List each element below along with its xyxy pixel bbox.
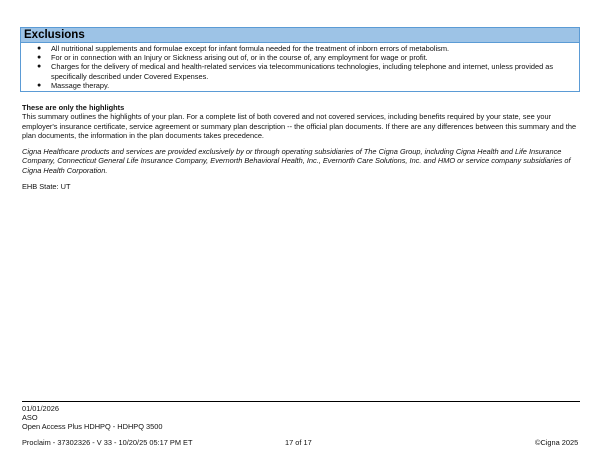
bullet-icon: ● <box>37 45 42 52</box>
bullet-icon: ● <box>37 81 42 89</box>
exclusions-heading: Exclusions <box>21 28 579 43</box>
exclusion-text: For or in connection with an Injury or Sickness arising out of, or in the course of, any employment for wage or profit. <box>51 53 428 63</box>
disclaimer-text: Cigna Healthcare products and services are provided exclusively by or through operating subsidiaries of The Cigna Group, including Cigna Health and Life Insurance Company, Connecticut General Life Insurance Company, Evernorth Behavioral Health, Inc., Evernorth Care Solutions, Inc. and HMO or service company subsidiaries of Cigna Health Corporation. <box>22 147 571 175</box>
footer-date: 01/01/2026 <box>22 404 59 413</box>
highlights-heading: These are only the highlights <box>22 103 125 112</box>
footer-proclaim-id: Proclaim - 37302326 - V 33 - 10/20/25 05:17 PM ET <box>22 438 193 447</box>
list-item <box>21 62 579 80</box>
page-number: 17 of 17 <box>285 438 312 447</box>
list-item <box>21 81 579 90</box>
footer-plan-name: Open Access Plus HDHPQ - HDHPQ 3500 <box>22 422 163 431</box>
list-item <box>21 44 579 53</box>
highlights-body: This summary outlines the highlights of your plan. For a complete list of both covered and not covered services, including benefits required by your state, see your employer's insurance certificate, service agreement or summary plan description -- the official plan documents. If there are any differences between this summary and the plan documents, the information in the plan documents takes precedence. <box>22 112 577 140</box>
bullet-icon: ● <box>37 54 42 62</box>
exclusion-text: All nutritional supplements and formulae except for infant formula needed for the treatment of inborn errors of metabolism. <box>51 44 450 53</box>
bullet-icon: ● <box>37 63 42 71</box>
ehb-state: EHB State: UT <box>22 182 71 191</box>
footer-funding: ASO <box>22 413 38 422</box>
exclusions-list <box>21 43 579 91</box>
exclusions-section <box>20 27 580 92</box>
highlights-section <box>22 103 578 140</box>
exclusion-text: Charges for the delivery of medical and health-related services via telecommunications technologies, including telephone and internet, unless provided as specifically described under Covered Expenses. <box>51 62 554 81</box>
exclusion-text: Massage therapy. <box>51 80 110 90</box>
list-item <box>21 53 579 62</box>
copyright: ©Cigna 2025 <box>535 438 579 447</box>
footer-divider <box>22 401 580 402</box>
